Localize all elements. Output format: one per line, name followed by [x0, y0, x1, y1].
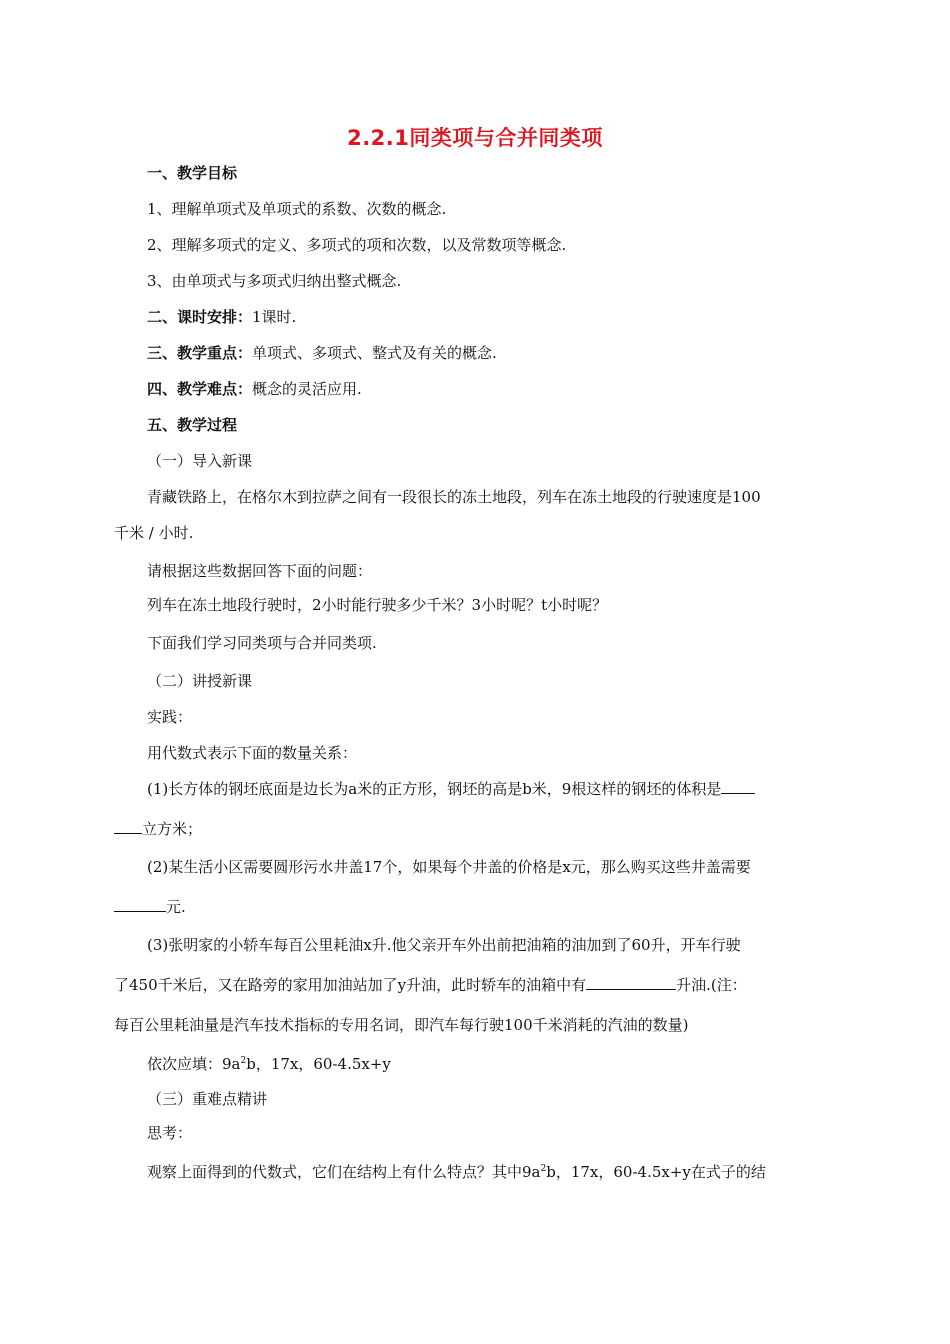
question-3-note: 每百公里耗油量是汽车技术指标的专用名词，即汽车每行驶100千米消耗的汽油的数量) — [114, 1016, 689, 1034]
objective-1: 1、理解单项式及单项式的系数、次数的概念. — [147, 200, 447, 218]
objective-3: 3、由单项式与多项式归纳出整式概念. — [147, 272, 402, 290]
intro-question: 列车在冻土地段行驶时，2小时能行驶多少千米？3小时呢？t小时呢？ — [147, 596, 608, 614]
section3-heading: （三）重难点精讲 — [147, 1090, 268, 1108]
question-1-unit: 立方米； — [142, 820, 203, 838]
answers-exponent: 2 — [240, 1056, 247, 1066]
objectives-heading: 一、教学目标 — [147, 164, 238, 182]
key-points-label: 三、教学重点： — [147, 344, 253, 362]
intro-paragraph-line1: 青藏铁路上，在格尔木到拉萨之间有一段很长的冻土地段，列车在冻土地段的行驶速度是100 — [147, 488, 761, 506]
difficulties-value: 概念的灵活应用. — [252, 380, 362, 398]
intro-question-prompt: 请根据这些数据回答下面的问题： — [147, 562, 373, 580]
question-3-line1: (3)张明家的小轿车每百公里耗油x升.他父亲开车外出前把油箱的油加到了60升，开车行驶 — [147, 936, 741, 954]
answers-row — [147, 1051, 391, 1074]
key-points-value: 单项式、多项式、整式及有关的概念. — [252, 344, 497, 362]
schedule-value: 1课时. — [252, 308, 297, 326]
question-2-line2 — [114, 897, 186, 917]
observation-rest: b，17x，60-4.5x+y在式子的结 — [546, 1163, 766, 1181]
schedule-label: 二、课时安排： — [147, 308, 253, 326]
question-3-line2 — [114, 975, 747, 995]
answers-prefix: 依次应填：9a — [147, 1055, 241, 1073]
section1-heading: （一）导入新课 — [147, 452, 253, 470]
page-title: 2.2.1同类项与合并同类项 — [347, 126, 603, 150]
schedule-row — [147, 307, 296, 327]
objective-2: 2、理解多项式的定义、多项式的项和次数，以及常数项等概念. — [147, 236, 567, 254]
answer-blank — [586, 975, 676, 990]
question-3-text: 了450千米后，又在路旁的家用加油站加了y升油，此时轿车的油箱中有 — [114, 976, 587, 994]
think-label: 思考： — [147, 1124, 193, 1142]
question-2-line1: (2)某生活小区需要圆形污水井盖17个，如果每个井盖的价格是x元，那么购买这些井盖需要 — [147, 858, 751, 876]
difficulties-row — [147, 379, 362, 399]
answer-blank — [114, 897, 166, 912]
practice-label: 实践： — [147, 708, 193, 726]
observation-prefix: 观察上面得到的代数式，它们在结构上有什么特点？其中9a — [147, 1163, 541, 1181]
intro-transition: 下面我们学习同类项与合并同类项. — [147, 634, 377, 652]
answer-blank — [721, 779, 755, 794]
section2-heading: （二）讲授新课 — [147, 672, 253, 690]
practice-instruction: 用代数式表示下面的数量关系： — [147, 744, 358, 762]
process-heading: 五、教学过程 — [147, 416, 238, 434]
question-3-unit: 升油.(注： — [676, 976, 747, 994]
observation-row — [147, 1159, 766, 1182]
observation-exponent: 2 — [540, 1164, 547, 1174]
question-1-line2 — [114, 819, 202, 839]
question-1-line1 — [147, 779, 755, 799]
answers-rest: b，17x，60-4.5x+y — [246, 1055, 391, 1073]
question-2-unit: 元. — [166, 898, 186, 916]
key-points-row — [147, 343, 497, 363]
difficulties-label: 四、教学难点： — [147, 380, 253, 398]
question-1-text: (1)长方体的钢坯底面是边长为a米的正方形，钢坯的高是b米，9根这样的钢坯的体积是 — [147, 780, 722, 798]
answer-blank — [114, 819, 142, 834]
intro-paragraph-line2: 千米 / 小时. — [114, 524, 194, 542]
